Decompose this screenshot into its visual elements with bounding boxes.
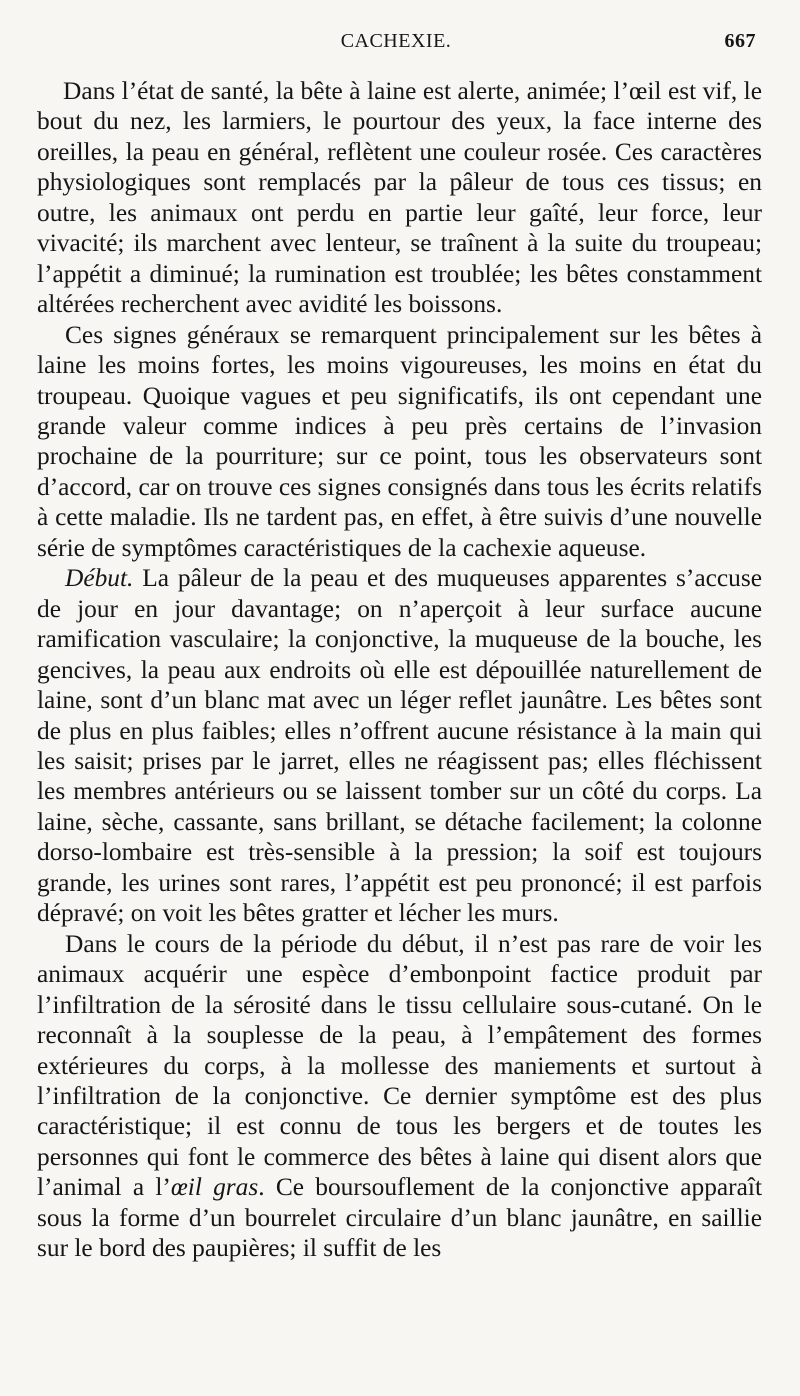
- paragraph-etat-de-sante: Dans l’état de santé, la bête à laine est alerte, animée; l’œil est vif, le bout du nez, les larmiers, le pourtour des yeux, la face interne des oreilles, la peau en général, reflètent une couleur rosée. Ces caractères physiologiques sont remplacés par la pâleur de tous ces tissus; en outre, les animaux ont perdu en partie leur gaîté, leur force, leur vivacité; ils marchent avec lenteur, se traînent à la suite du troupeau; l’appétit a diminué; la rumination est troublée; les bêtes constamment altérées recherchent avec avidité les boissons.: [37, 77, 762, 319]
- section-lead-debut: Début.: [65, 564, 134, 593]
- paragraph-embonpoint: [37, 929, 762, 1264]
- paragraph-debut: [37, 563, 762, 928]
- paragraph-debut-text: La pâleur de la peau et des muqueuses apparentes s’accuse de jour en jour davantage; on n’aperçoit à leur surface aucune ramification vasculaire; la conjonctive, la muqueuse de la bouche, les gencives, la peau aux endroits où elle est dépouillée naturellement de laine, sont d’un blanc mat avec un léger reflet jaunâtre. Les bêtes sont de plus en plus faibles; elles n’offrent aucune résistance à la main qui les saisit; prises par le jarret, elles ne réagissent pas; elles fléchissent les membres antérieurs ou se laissent tomber sur un côté du corps. La laine, sèche, cassante, sans brillant, se détache facilement; la colonne dorso-lombaire est très-sensible à la pression; la soif est toujours grande, les urines sont rares, l’appétit est peu prononcé; il est parfois dépravé; on voit les bêtes gratter et lécher les murs.: [37, 564, 762, 928]
- running-header: [36, 30, 756, 64]
- paragraph-embonpoint-text-a: Dans le cours de la période du début, il n’est pas rare de voir les animaux acquérir une espèce d’embonpoint factice produit par l’infiltration de la sérosité dans le tissu cellulaire sous-cutané. On le reconnaît à la souplesse de la peau, à l’empâtement des formes extérieures du corps, à la mollesse des maniements et surtout à l’infiltration de la conjonctive. Ce dernier symptôme est des plus caractéristique; il est connu de tous les bergers et de toutes les personnes qui font le commerce des bêtes à laine qui disent alors que l’animal a l’: [37, 929, 762, 1202]
- running-title: CACHEXIE.: [340, 30, 452, 52]
- paragraph-embonpoint-text-b: . Ce boursouflement de la conjonctive apparaît sous la forme d’un bourrelet circulaire d’un blanc jaunâtre, en saillie sur le bord des paupières; il suffit de les: [37, 1173, 762, 1263]
- term-oeil-gras: œil gras: [170, 1173, 259, 1202]
- body-text: [37, 76, 762, 1264]
- paragraph-signes-generaux: Ces signes généraux se remarquent principalement sur les bêtes à laine les moins fortes, les moins vigoureuses, les moins en état du troupeau. Quoique vagues et peu significatifs, ils ont cependant une grande valeur comme indices à peu près certains de l’invasion prochaine de la pourriture; sur ce point, tous les observateurs sont d’accord, car on trouve ces signes consignés dans tous les écrits relatifs à cette maladie. Ils ne tardent pas, en effet, à être suivis d’une nouvelle série de symptômes caractéristiques de la cachexie aqueuse.: [37, 320, 762, 562]
- page-number: 667: [724, 30, 756, 52]
